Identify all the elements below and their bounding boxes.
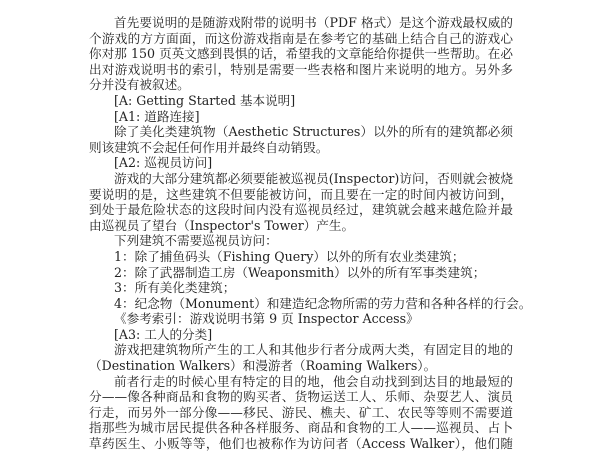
list-item: 4：纪念物（Monument）和建造纪念物所需的劳力营和各种各样的行会。 — [114, 295, 532, 311]
document-page — [89, 15, 532, 452]
list-item: 3：所有美化类建筑； — [114, 280, 236, 296]
text-line: 行走，而另外一部分像——移民、游民、樵夫、矿工、农民等等则不需要道 — [89, 404, 513, 420]
text-line: （Destination Walkers）和漫游者（Roaming Walkers）。 — [89, 358, 437, 374]
text-line: 草药医生、小贩等等，他们也被称作为访问者（Access Walker），他们随 — [89, 436, 513, 452]
text-line: 则该建筑不会起任何作用并最终自动销毁。 — [89, 139, 329, 155]
list-item: 1：除了捕鱼码头（Fishing Query）以外的所有农业类建筑； — [114, 248, 465, 264]
text-line: 首先要说明的是随游戏附带的说明书（PDF 格式）是这个游戏最权威的 — [114, 15, 513, 30]
text-line: 前者行走的时候心里有特定的目的地，他会自动找到到达目的地最短的 — [114, 373, 513, 389]
text-line: 要说明的是，这些建筑不但要能被访问，而且要在一定的时间内被访问到， — [89, 186, 513, 202]
section-heading: [A: Getting Started 基本说明] — [114, 92, 296, 108]
text-line: 游戏的大部分建筑都必须要能被巡视员(Inspector)访问，否则就会被烧 — [114, 170, 513, 186]
text-line: 你对那 150 页英文感到畏惧的话，希望我的文章能给你提供一些帮助。在必 — [89, 46, 513, 62]
text-line: 由巡视员了望台（Inspector's Tower）产生。 — [89, 217, 355, 233]
text-line: 分——像各种商品和食物的购买者、货物运送工人、乐师、杂耍艺人、演员 — [89, 389, 513, 405]
list-item: 2：除了武器制造工房（Weaponsmith）以外的所有军事类建筑； — [114, 264, 486, 280]
text-line: 除了美化类建筑物（Aesthetic Structures）以外的所有的建筑都必须 — [114, 124, 513, 140]
text-line: 个游戏的方方面面，而这份游戏指南是在参考它的基础上结合自己的游戏心 — [89, 30, 513, 46]
reference-note: 《参考索引：游戏说明书第 9 页 Inspector Access》 — [114, 311, 419, 327]
text-line: 下列建筑不需要巡视员访问： — [114, 233, 278, 249]
text-line: 游戏把建筑物所产生的工人和其他步行者分成两大类，有固定目的地的 — [114, 342, 513, 358]
subsection-heading: [A1: 道路连接] — [114, 108, 200, 124]
text-line: 分并没有被叙述。 — [89, 77, 190, 93]
text-line: 到处于最危险状态的这段时间内没有巡视员经过，建筑就会越来越危险并最 — [89, 202, 513, 218]
subsection-heading: [A3: 工人的分类] — [114, 326, 213, 342]
text-line: 出对游戏说明书的索引，特别是需要一些表格和图片来说明的地方。另外多 — [89, 61, 513, 77]
text-line: 指那些为城市居民提供各种各样服务、商品和食物的工人——巡视员、占卜 — [89, 420, 513, 436]
subsection-heading: [A2: 巡视员访问] — [114, 155, 213, 171]
